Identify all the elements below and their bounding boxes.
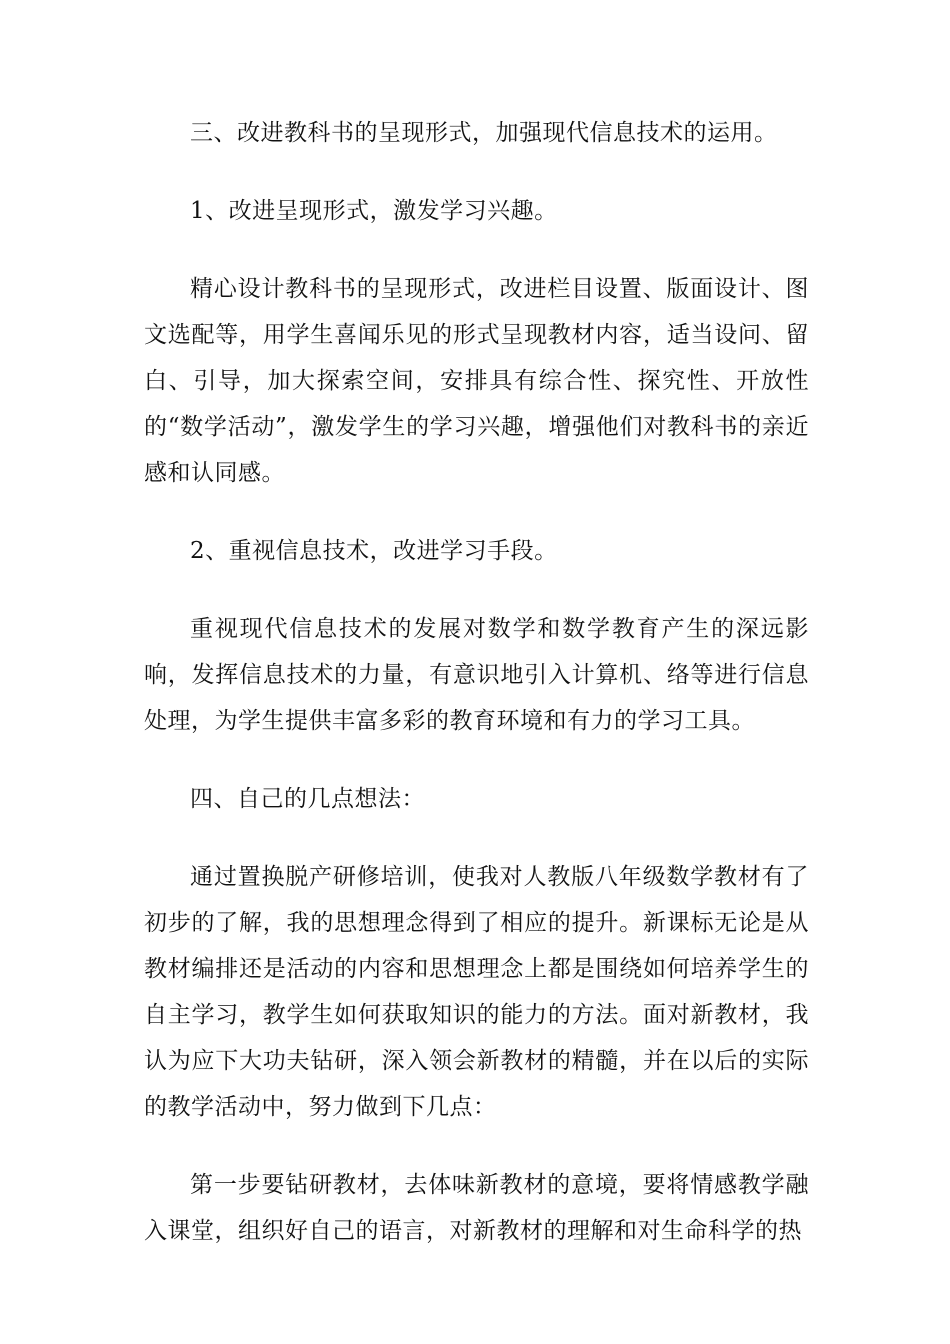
paragraph-info-tech: 重视现代信息技术的发展对数学和数学教育产生的深远影响，发挥信息技术的力量，有意识地引入计算机、络等进行信息处理，为学生提供丰富多彩的教育环境和有力的学习工具。 xyxy=(144,616,809,734)
subheading-1: 1、改进呈现形式，激发学习兴趣。 xyxy=(190,198,558,224)
paragraph-training: 通过置换脱产研修培训，使我对人教版八年级数学教材有了初步的了解，我的思想理念得到了相应的提升。新课标无论是从教材编排还是活动的内容和思想理念上都是围绕如何培养学生的自主学习，教学生如何获取知识的能力的方法。面对新教材，我认为应下大功夫钻研，深入领会新教材的精髓，并在以后的实际的教学活动中，努力做到下几点： xyxy=(144,864,809,1120)
paragraph-first-step: 第一步要钻研教材，去体味新教材的意境，要将情感教学融入课堂，组织好自己的语言，对新教材的理解和对生命科学的热 xyxy=(144,1172,809,1244)
paragraph-presentation: 精心设计教科书的呈现形式，改进栏目设置、版面设计、图文选配等，用学生喜闻乐见的形式呈现教材内容，适当设问、留白、引导，加大探索空间，安排具有综合性、探究性、开放性的“数学活动”，激发学生的学习兴趣，增强他们对教科书的亲近感和认同感。 xyxy=(144,276,809,486)
section-heading-3: 三、改进教科书的呈现形式，加强现代信息技术的运用。 xyxy=(190,120,778,146)
document-body xyxy=(144,110,809,1254)
subheading-2: 2、重视信息技术，改进学习手段。 xyxy=(190,538,558,564)
section-heading-4: 四、自己的几点想法： xyxy=(190,786,425,812)
